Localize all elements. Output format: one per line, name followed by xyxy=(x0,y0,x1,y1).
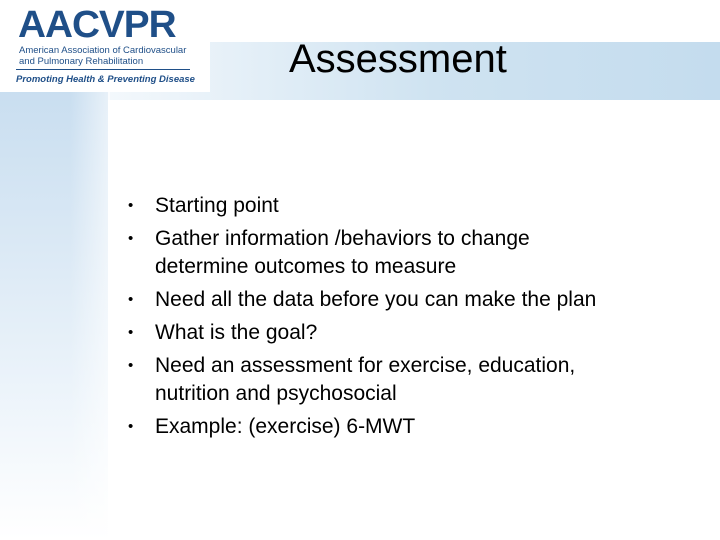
logo-org-name-line1: American Association of Cardiovascular xyxy=(19,45,187,56)
bullet-text: Gather information /behaviors to change determine outcomes to measure xyxy=(155,227,530,278)
logo-tagline: Promoting Health & Preventing Disease xyxy=(16,74,195,85)
logo-org-name-line2: and Pulmonary Rehabilitation xyxy=(19,56,144,67)
logo-divider xyxy=(16,69,190,70)
bullet-text: Starting point xyxy=(155,194,279,217)
bullet-item xyxy=(126,413,706,441)
bullet-text: Example: (exercise) 6-MWT xyxy=(155,415,416,438)
aacvpr-logo xyxy=(0,0,210,92)
left-band-fade xyxy=(70,92,110,540)
bullet-text: What is the goal? xyxy=(155,321,318,344)
bullet-item xyxy=(126,319,706,347)
bullet-icon: • xyxy=(128,230,134,247)
bullet-icon: • xyxy=(128,324,134,341)
bullet-text: Need all the data before you can make the plan xyxy=(155,288,597,311)
bullet-icon: • xyxy=(128,197,134,214)
slide-title: Assessment xyxy=(289,37,507,81)
logo-wordmark: AACVPR xyxy=(18,4,176,46)
bullet-item xyxy=(126,225,706,281)
bullet-icon: • xyxy=(128,418,134,435)
bullet-icon: • xyxy=(128,357,134,374)
bullet-list xyxy=(126,192,706,446)
bullet-item xyxy=(126,286,706,314)
bullet-icon: • xyxy=(128,291,134,308)
bullet-text: Need an assessment for exercise, education, nutrition and psychosocial xyxy=(155,354,576,405)
bullet-item xyxy=(126,192,706,220)
bullet-item xyxy=(126,352,706,408)
